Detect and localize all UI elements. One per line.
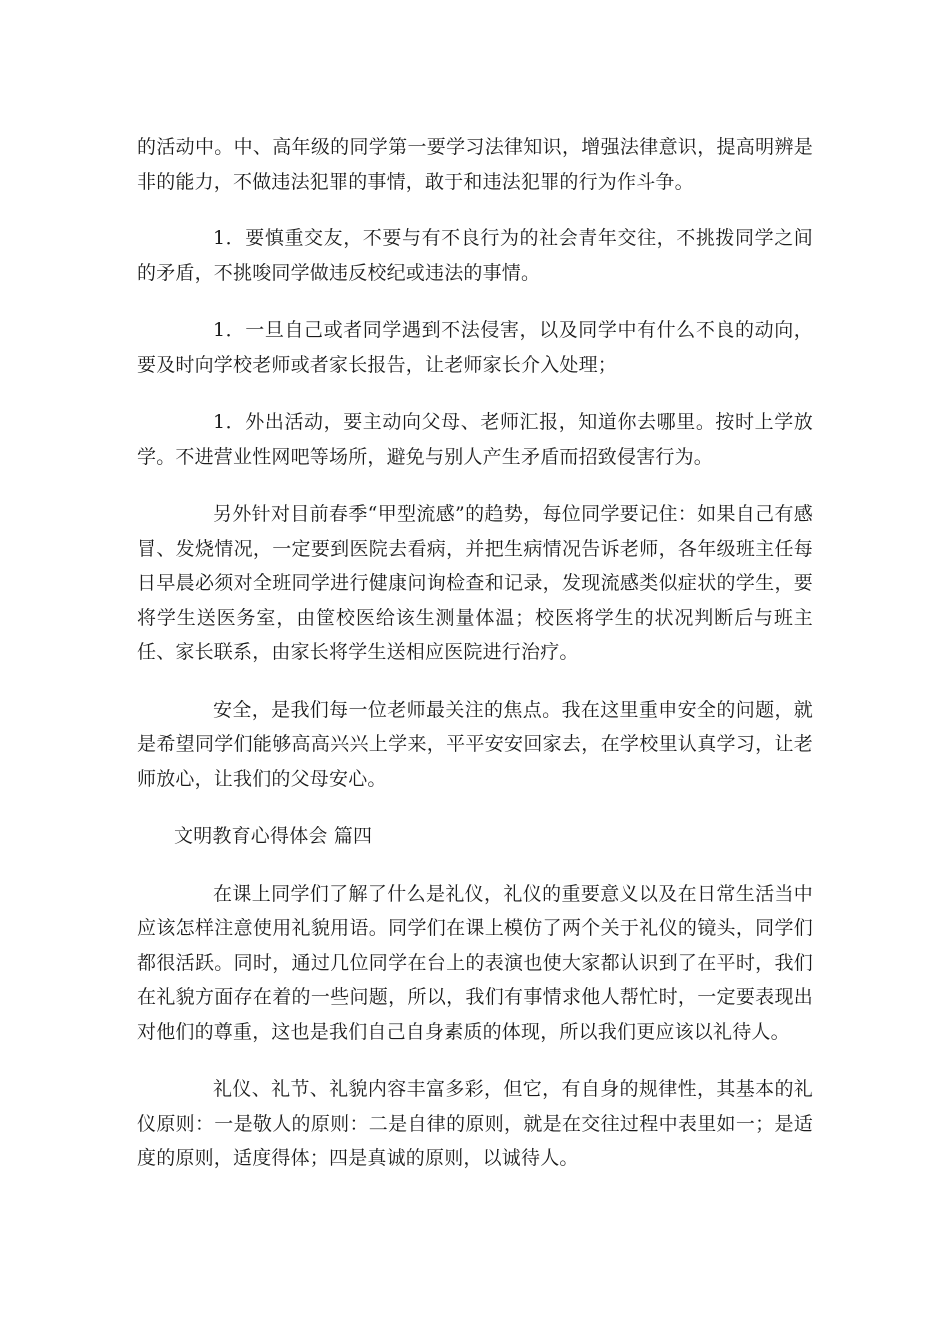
paragraph-spacer — [137, 382, 813, 405]
paragraph-spacer — [137, 796, 813, 819]
etiquette-paragraph: 在课上同学们了解了什么是礼仪，礼仪的重要意义以及在日常生活当中应该怎样注意使用礼貌用语。同学们在课上模仿了两个关于礼仪的镜头，同学们都很活跃。同时，通过几位同学在台上的表演也使大家都认识到了在平时，我们在礼貌方面存在着的一些问题，所以，我们有事情求他人帮忙时，一定要表现出对他们的尊重，这也是我们自己自身素质的体现，所以我们更应该以礼待人。 — [137, 882, 813, 1043]
section-heading: 文明教育心得体会 篇四 — [174, 825, 373, 847]
document-body — [137, 130, 813, 1176]
paragraph-spacer — [137, 199, 813, 221]
paragraph-continuation: 的活动中。中、高年级的同学第一要学习法律知识，增强法律意识，提高明辨是非的能力，不做违法犯罪的事情，敢于和违法犯罪的行为作斗争。 — [137, 136, 813, 193]
etiquette-principles-paragraph: 礼仪、礼节、礼貌内容丰富多彩，但它，有自身的规律性，其基本的礼仪原则：一是敬人的原则：二是自律的原则，就是在交往过程中表里如一；是适度的原则，适度得体；四是真诚的原则，以诚待人。 — [137, 1078, 813, 1169]
paragraph-spacer — [137, 1049, 813, 1072]
paragraph-spacer — [137, 670, 813, 693]
list-item-paragraph: 1．一旦自己或者同学遇到不法侵害，以及同学中有什么不良的动向，要及时向学校老师或者家长报告，让老师家长介入处理； — [137, 319, 813, 376]
list-item-paragraph: 1．外出活动，要主动向父母、老师汇报，知道你去哪里。按时上学放学。不进营业性网吧等场所，避免与别人产生矛盾而招致侵害行为。 — [137, 411, 813, 468]
safety-paragraph: 安全，是我们每一位老师最关注的焦点。我在这里重申安全的问题，就是希望同学们能够高高兴兴上学来，平平安安回家去，在学校里认真学习，让老师放心，让我们的父母安心。 — [137, 698, 813, 790]
paragraph-spacer — [137, 474, 813, 497]
flu-notice-paragraph: 另外针对目前春季“甲型流感”的趋势，每位同学要记住：如果自己有感冒、发烧情况，一定要到医院去看病，并把生病情况告诉老师，各年级班主任每日早晨必须对全班同学进行健康问询检查和记录，发现流感类似症状的学生，要将学生送医务室，由筐校医给该生测量体温；校医将学生的状况判断后与班主任、家长联系，由家长将学生送相应医院进行治疗。 — [137, 503, 813, 663]
paragraph-spacer — [137, 290, 813, 313]
list-item-paragraph: 1．要慎重交友，不要与有不良行为的社会青年交往，不挑拨同学之间的矛盾，不挑唆同学做违反校纪或违法的事情。 — [137, 227, 813, 284]
paragraph-spacer — [137, 854, 813, 877]
